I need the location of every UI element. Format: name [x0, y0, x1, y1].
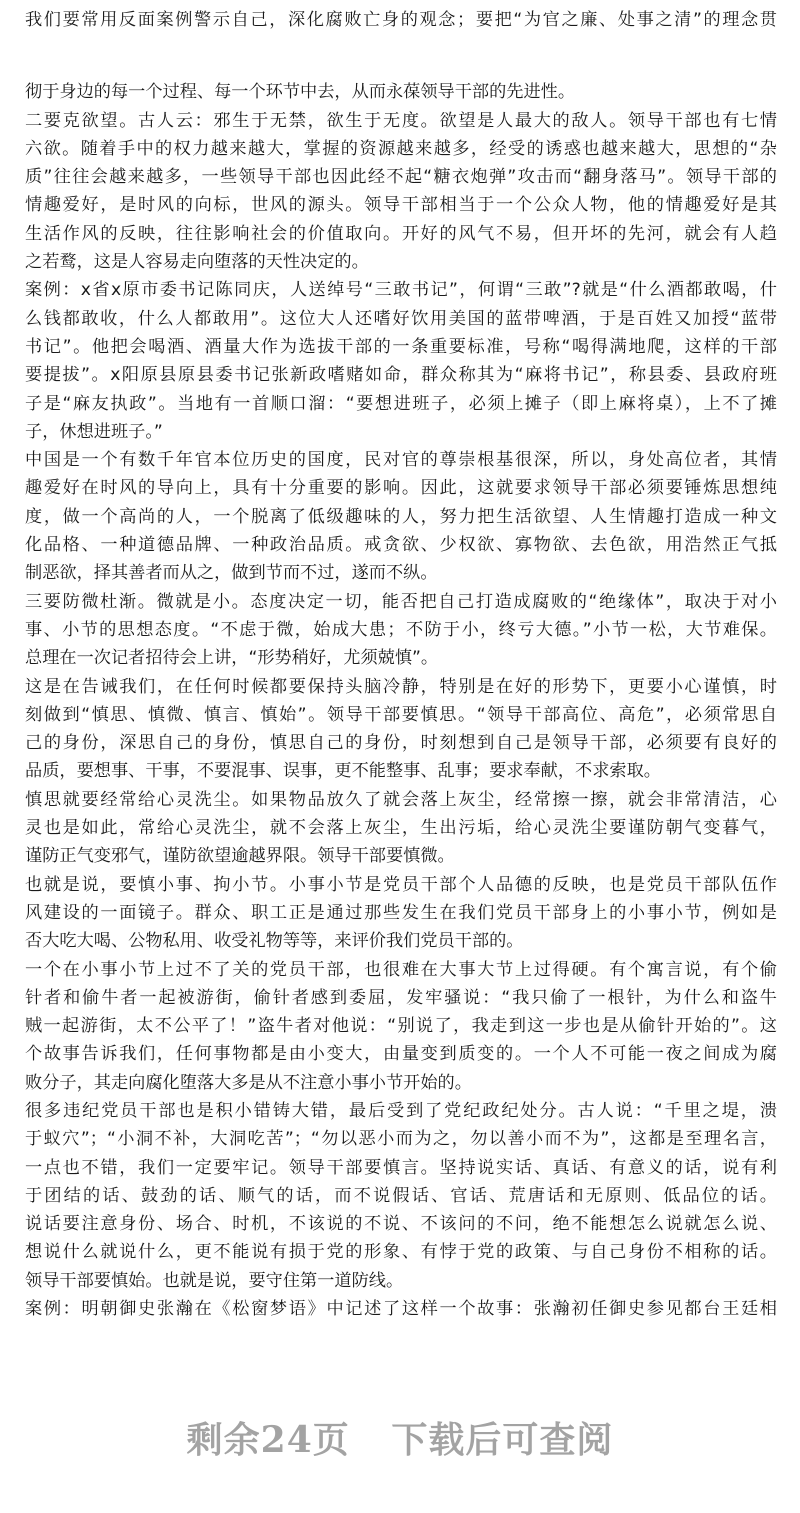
text-line: 于蚁穴”；“小洞不补，大洞吃苦”；“勿以恶小而为之，勿以善小而不为”，这都是至理名言，: [25, 1129, 777, 1150]
text-line: 彻于身边的每一个过程、每一个环节中去，从而永葆领导干部的先进性。: [25, 82, 576, 103]
paragraph: [25, 78, 777, 106]
text-line: 否大吃大喝、公物私用、收受礼物等等，来评价我们党员干部的。: [25, 931, 524, 952]
text-line: 中国是一个有数千年官本位历史的国度，民对官的尊崇根基很深，所以，身处高位者，其情: [25, 450, 777, 471]
text-line: 一点也不错，我们一定要牢记。领导干部要慎言。坚持说实话、真话、有意义的话，说有利: [25, 1157, 777, 1178]
text-line: 己的身份，深思自己的身份，慎思自己的身份，时刻想到自己是领导干部，必须要有良好的: [25, 733, 777, 754]
paragraph: [25, 1097, 777, 1295]
text-line: 情趣爱好，是时风的向标，世风的源头。领导干部相当于一个公众人物，他的情趣爱好是其: [25, 195, 777, 216]
text-line: 子，休想进班子。”: [25, 421, 163, 442]
text-line: 总理在一次记者招待会上讲，“形势稍好，尤须兢慎”。: [25, 648, 439, 669]
text-line: 趣爱好在时风的导向上，具有十分重要的影响。因此，这就要求领导干部必须要锤炼思想纯: [25, 478, 777, 499]
text-line: 要提拔”。x阳原县原县委书记张新政嗜赌如命，群众称其为“麻将书记”，称县委、县政府班: [25, 365, 777, 386]
text-line: 风建设的一面镜子。群众、职工正是通过那些发生在我们党员干部身上的小事小节，例如是: [25, 902, 777, 923]
text-line: 案例：x省x原市委书记陈同庆，人送绰号“三敢书记”，何谓“三敢”?就是“什么酒都敢喝，什: [25, 280, 777, 301]
text-line: 一个在小事小节上过不了关的党员干部，也很难在大事大节上过得硬。有个寓言说，有个偷: [25, 959, 777, 980]
paragraph: [25, 1295, 777, 1323]
text-line: 品质，要想事、干事，不要混事、误事，更不能整事、乱事；要求奉献，不求索取。: [25, 761, 661, 782]
paragraph: [25, 673, 777, 786]
text-line: 制恶欲，择其善者而从之，做到节而不过，遂而不纵。: [25, 563, 438, 584]
text-line: 六欲。随着手中的权力越来越大，掌握的资源越来越多，经受的诱惑也越来越大，思想的“杂: [25, 138, 777, 159]
download-prompt[interactable]: [0, 1412, 800, 1463]
paragraphs: [25, 78, 777, 1323]
text-line: 质”往往会越来越多，一些领导干部也因此经不起“糖衣炮弹”攻击而“翻身落马”。领导干部的: [25, 167, 777, 188]
text-line: 事、小节的思想态度。“不虑于微，始成大患；不防于小，终亏大德。”小节一松，大节难保。: [25, 619, 777, 640]
paragraph: [25, 871, 777, 956]
text-line: 二要克欲望。古人云：邪生于无禁，欲生于无度。欲望是人最大的敌人。领导干部也有七情: [25, 110, 777, 131]
document-body: [25, 6, 777, 1323]
remaining-pages-label: 剩余24页: [186, 1419, 350, 1461]
paragraph: [25, 956, 777, 1097]
text-line: 之若鹜，这是人容易走向堕落的天性决定的。: [25, 252, 369, 273]
text-line: 慎思就要经常给心灵洗尘。如果物品放久了就会落上灰尘，经常擦一擦，就会非常清洁，心: [25, 789, 777, 810]
text-line: 想说什么就说什么，更不能说有损于党的形象、有悖于党的政策、与自己身份不相称的话。: [25, 1242, 777, 1263]
text-line: 生活作风的反映，往往影响社会的价值取向。开好的风气不易，但开坏的先河，就会有人趋: [25, 223, 777, 244]
paragraph: [25, 276, 777, 446]
text-line: 针者和偷牛者一起被游街，偷针者感到委屈，发牢骚说：“我只偷了一根针，为什么和盗牛: [25, 987, 777, 1008]
text-line: 说话要注意身份、场合、时机，不该说的不说、不该问的不问，绝不能想怎么说就怎么说、: [25, 1214, 777, 1235]
text-line: 谨防正气变邪气，谨防欲望逾越界限。领导干部要慎微。: [25, 846, 455, 867]
text-line: 子是“麻友执政”。当地有一首顺口溜：“要想进班子，必须上摊子（即上麻将桌），上不了摊: [25, 393, 777, 414]
text-line: 也就是说，要慎小事、拘小节。小事小节是党员干部个人品德的反映，也是党员干部队伍作: [25, 874, 777, 895]
page-break-gap: [25, 34, 777, 78]
text-line: 领导干部要慎始。也就是说，要守住第一道防线。: [25, 1270, 404, 1291]
text-line: 我们要常用反面案例警示自己，深化腐败亡身的观念；要把“为官之廉、处事之清”的理念贯: [25, 10, 777, 30]
paragraph: [25, 446, 777, 587]
text-line: 书记”。他把会喝酒、酒量大作为选拔干部的一条重要标准，号称“喝得满地爬，这样的干部: [25, 336, 777, 357]
text-line: 个故事告诉我们，任何事物都是由小变大，由量变到质变的。一个人不可能一夜之间成为腐: [25, 1044, 777, 1065]
text-line: 三要防微杜渐。微就是小。态度决定一切，能否把自己打造成腐败的“绝缘体”，取决于对小: [25, 591, 777, 612]
text-line: 案例：明朝御史张瀚在《松窗梦语》中记述了这样一个故事：张瀚初任御史参见都台王廷相: [25, 1299, 777, 1320]
download-to-view-label[interactable]: 下载后可查阅: [391, 1419, 614, 1461]
text-line: 于团结的话、鼓劲的话、顺气的话，而不说假话、官话、荒唐话和无原则、低品位的话。: [25, 1185, 777, 1206]
text-line: 贼一起游街，太不公平了！”盗牛者对他说：“别说了，我走到这一步也是从偷针开始的”。这: [25, 1016, 777, 1037]
text-line: 么钱都敢收，什么人都敢用”。这位大人还嗜好饮用美国的蓝带啤酒，于是百姓又加授“蓝带: [25, 308, 777, 329]
text-line: 度，做一个高尚的人，一个脱离了低级趣味的人，努力把生活欲望、人生情趣打造成一种文: [25, 506, 777, 527]
text-line: 这是在告诫我们，在任何时候都要保持头脑冷静，特别是在好的形势下，更要小心谨慎，时: [25, 676, 777, 697]
text-line: 败分子，其走向腐化堕落大多是从不注意小事小节开始的。: [25, 1072, 472, 1093]
paragraph: [25, 588, 777, 673]
paragraph: [25, 107, 777, 277]
text-line: 化品格、一种道德品牌、一种政治品质。戒贪欲、少权欲、寡物欲、去色欲，用浩然正气抵: [25, 535, 777, 556]
text-line: 灵也是如此，常给心灵洗尘，就不会落上灰尘，生出污垢，给心灵洗尘要谨防朝气变暮气，: [25, 818, 777, 839]
text-line: 刻做到“慎思、慎微、慎言、慎始”。领导干部要慎思。“领导干部高位、高危”，必须常思自: [25, 704, 777, 725]
text-line: 很多违纪党员干部也是积小错铸大错，最后受到了党纪政纪处分。古人说：“千里之堤，溃: [25, 1100, 777, 1121]
paragraph: [25, 786, 777, 871]
